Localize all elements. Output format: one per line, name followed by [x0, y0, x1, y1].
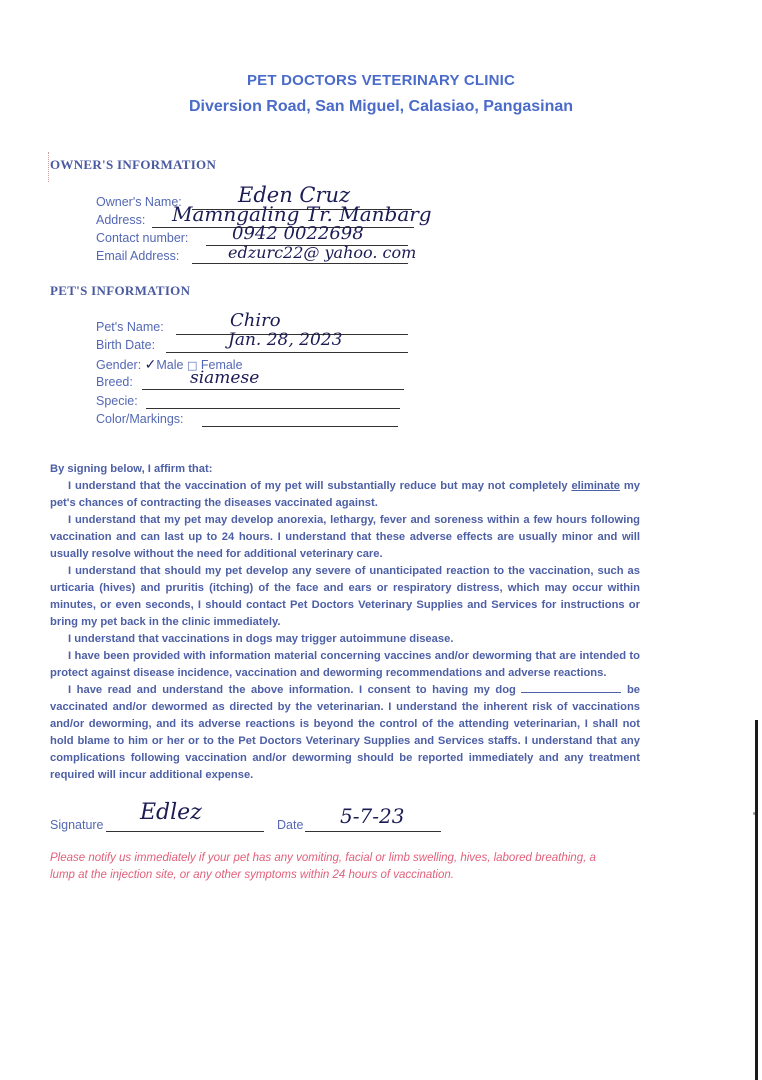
signature-line[interactable]: [106, 831, 264, 832]
color-markings-line[interactable]: [202, 426, 398, 427]
date-label: Date: [277, 818, 304, 832]
birth-date-line[interactable]: [166, 352, 408, 353]
consent-paragraph-4: I understand that vaccinations in dogs may trigger autoimmune disease.: [68, 633, 454, 645]
breed-value: siamese: [190, 368, 260, 388]
date-value: 5-7-23: [340, 804, 405, 828]
color-markings-label: Color/Markings:: [96, 412, 184, 426]
consent-paragraph-6-end: be vaccinated and/or dewormed as directed by the veterinarian. I understand the inherent risk of vaccinations and/or deworming, and its adverse reactions is beyond the control of the attending veterinarian, I shall not hold blame to him or her or to the Pet Doctors Veterinary Supplies and Services staffs. I understand that any complications following vaccination and/or deworming should be reported immediately and any treatment required will incur additional expense.: [50, 684, 641, 781]
birth-date-value: Jan. 28, 2023: [228, 330, 343, 350]
consent-paragraph-2: I understand that my pet may develop anorexia, lethargy, fever and soreness within a few hours following vaccination and can last up to 24 hours. I understand that these adverse effects are usually minor and will usually resolve without the need for additional veterinary care.: [50, 514, 640, 560]
consent-text: [50, 461, 640, 784]
gender-label: Gender:: [96, 358, 142, 372]
contact-number-value: 0942 0022698: [232, 223, 364, 244]
signature-value: Edlez: [140, 800, 202, 825]
pet-name-value: Chiro: [230, 310, 281, 331]
consent-paragraph-6-start: I have read and understand the above information. I consent to having my dog: [68, 684, 516, 696]
breed-line[interactable]: [142, 389, 404, 390]
pet-section-title: PET'S INFORMATION: [50, 283, 191, 298]
email-address-line[interactable]: [192, 263, 408, 264]
clinic-address: Diversion Road, San Miguel, Calasiao, Pangasinan: [188, 98, 574, 115]
pet-name-label: Pet's Name:: [96, 320, 164, 334]
gender-male-option[interactable]: Male: [156, 358, 184, 372]
breed-label: Breed:: [96, 375, 133, 389]
dog-name-blank[interactable]: [521, 682, 621, 693]
consent-paragraph-6: [50, 682, 640, 784]
scan-edge: [755, 720, 758, 1080]
consent-paragraph-1: [50, 478, 640, 512]
consent-paragraph-1-text: I understand that the vaccination of my pet will substantially reduce but may not completely: [68, 480, 568, 492]
checkbox-icon[interactable]: □: [186, 359, 198, 372]
owner-name-label: Owner's Name:: [96, 195, 182, 209]
gender-female-option[interactable]: Female: [200, 358, 243, 372]
underlined-word: eliminate: [571, 480, 620, 492]
email-address-label: Email Address:: [96, 249, 180, 263]
specie-line[interactable]: [146, 408, 400, 409]
consent-intro: By signing below, I affirm that:: [50, 463, 213, 475]
checkmark-icon[interactable]: ✓: [144, 357, 157, 373]
email-address-value: edzurc22@ yahoo. com: [228, 243, 417, 262]
owner-section-title: OWNER'S INFORMATION: [50, 157, 217, 172]
specie-label: Specie:: [96, 394, 138, 408]
vaccination-notice: Please notify us immediately if your pet has any vomiting, facial or limb swelling, hives, labored breathing, a lump at the injection site, or any other symptoms within 24 hours of vaccination.: [50, 852, 596, 881]
signature-label: Signature: [50, 818, 104, 832]
birth-date-label: Birth Date:: [96, 338, 156, 352]
owner-name-value: Eden Cruz: [238, 183, 351, 207]
owner-address-value: Mamngaling Tr. Manbarg: [172, 202, 432, 226]
date-line[interactable]: [305, 831, 441, 832]
clinic-name: PET DOCTORS VETERINARY CLINIC: [246, 72, 516, 89]
contact-number-label: Contact number:: [96, 231, 189, 245]
consent-paragraph-1-end: my pet's chances of contracting the diseases vaccinated against.: [50, 480, 640, 509]
consent-paragraph-3: I understand that should my pet develop any severe of unanticipated reaction to the vaccination, such as urticaria (hives) and pruritis (itching) of the face and ears or respiratory distress, which may occur within minutes, or even seconds, I should contact Pet Doctors Veterinary Supplies and Services for instructions or bring my pet back in the clinic immediately.: [50, 565, 640, 628]
owner-address-label: Address:: [96, 213, 146, 227]
consent-paragraph-5: I have been provided with information material concerning vaccines and/or deworming that are intended to protect against disease incidence, vaccination and deworming recommendations and adverse reactions.: [50, 650, 640, 679]
